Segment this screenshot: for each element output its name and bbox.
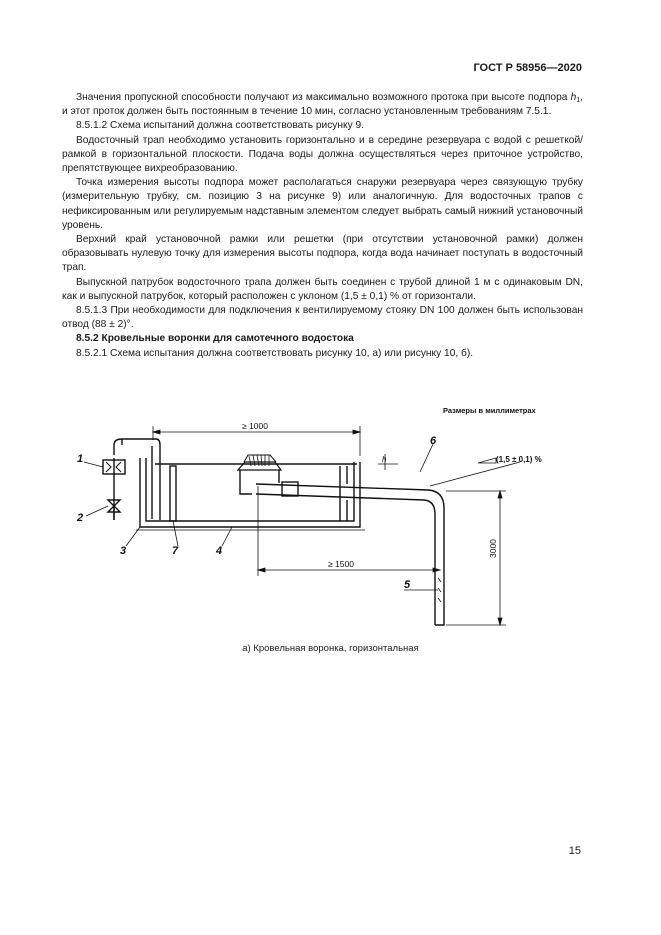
roof-funnel [238,462,281,470]
page-number: 15 [568,845,581,857]
section-heading-8-5-2: 8.5.2 Кровельные воронки для самотечного водостока [76,333,354,345]
h-label: h [382,455,387,464]
label-5: 5 [404,579,411,591]
paragraph-3: Водосточный трап необходимо установить горизонтально и в середине резервуара с водой с решеткой/рамкой в горизонтальной плоскости. Подача воды должна осуществляться через приточное устройство, препятствующее вихреобразованию. [62,134,583,175]
units-note: Размеры в миллиметрах [443,406,536,415]
dim-top: ≥ 1000 [242,421,268,431]
water-tank [140,458,360,527]
paragraph-8-5-1-3: 8.5.1.3 При необходимости для подключения к вентилируемому стояку DN 100 должен быть использован отвод (88 ± 2)°. [62,305,583,331]
label-7: 7 [172,545,179,557]
body-text [62,91,583,361]
label-6: 6 [430,435,437,447]
standard-header: ГОСТ Р 58956—2020 [473,62,582,74]
slope-label: (1,5 ± 0,1) % [496,455,542,464]
figure-10a-diagram [0,395,661,635]
dim-vertical: 3000 [488,539,498,558]
paragraph-8-5-1-2: 8.5.1.2 Схема испытаний должна соответствовать рисунку 9. [76,120,365,132]
label-2: 2 [77,512,84,524]
paragraph-1: Значения пропускной способности получают из максимально возможного протока при высоте подпора $h_1$, и этот проток должен быть постоянным в течение 10 мин, согласно установленным требованиям 7.5.1. [62,92,583,118]
measurement-tube [170,466,176,521]
paragraph-8-5-2-1: 8.5.2.1 Схема испытания должна соответствовать рисунку 10, а) или рисунку 10, б). [76,347,474,359]
label-1: 1 [77,453,84,465]
dim-bottom: ≥ 1500 [328,559,354,569]
paragraph-5: Верхний край установочной рамки или решетки (при отсутствии установочной рамки) должен образовывать нулевую точку для измерения высоты подпора, когда вода начинает поступать в водосточный трап. [62,234,583,274]
paragraph-6: Выпускной патрубок водосточного трапа должен быть соединен с трубой длиной 1 м с одинаковым DN, как и выпускной патрубок, который расположен с уклоном (1,5 ± 0,1) % от горизонтали. [62,276,583,302]
paragraph-4: Точка измерения высоты подпора может располагаться снаружи резервуара через связующую трубку (измерительную трубку, см. позицию 3 на рисунке 9) или аналогичную. Для водосточных трапов с нефиксированным или регулируемым надставным элементом следует выбрать самый нижний установочный уровень. [62,177,583,231]
label-3: 3 [120,545,127,557]
discharge-pipe [256,484,444,612]
figure-caption: а) Кровельная воронка, горизонтальная [242,643,419,654]
label-4: 4 [216,545,223,557]
inlet-pipe [114,439,160,520]
